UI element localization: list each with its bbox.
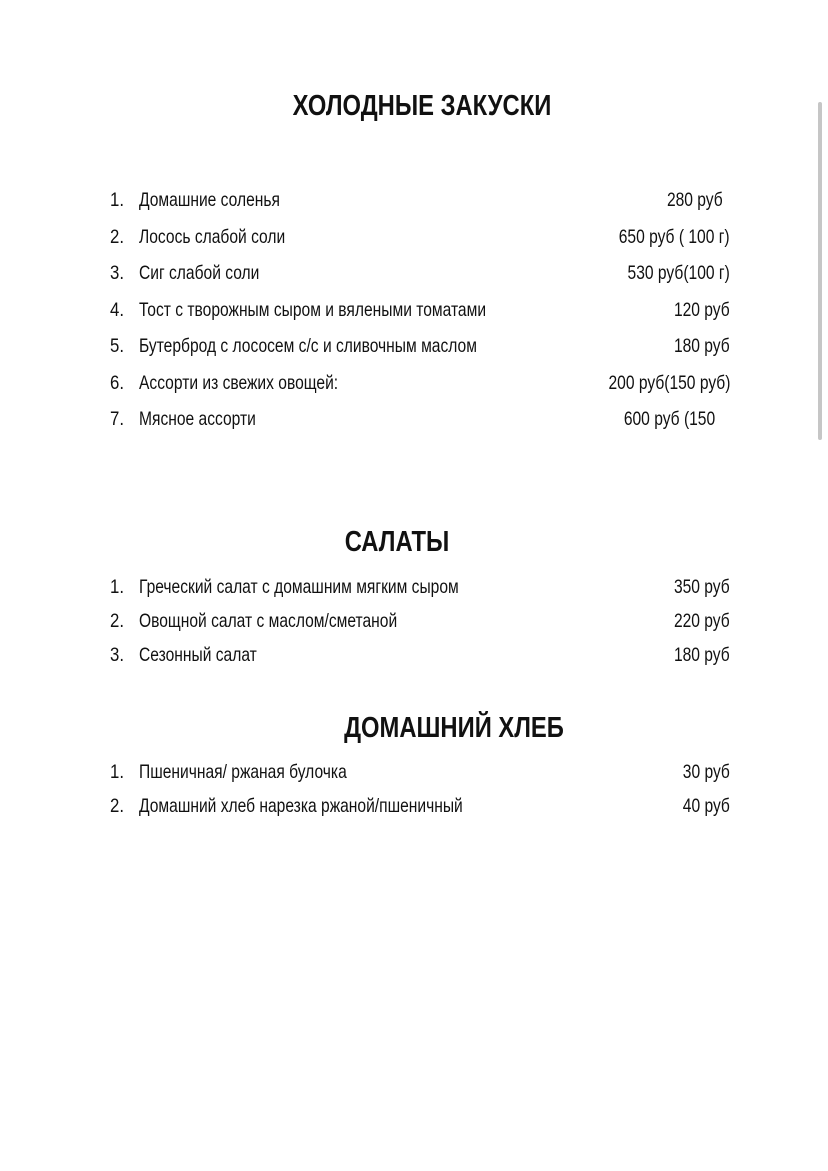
item-price: 650 руб ( 100 г)	[619, 225, 730, 248]
list-item	[110, 576, 750, 610]
item-name: Ассорти из свежих овощей:	[139, 371, 339, 394]
item-name: Домашний хлеб нарезка ржаной/пшеничный	[139, 795, 463, 817]
list-item	[110, 610, 750, 644]
item-number: 2.	[110, 795, 124, 817]
item-name: Греческий салат с домашним мягким сыром	[139, 576, 459, 598]
item-name: Сезонный салат	[139, 644, 257, 666]
list-item	[110, 761, 750, 795]
item-price: 220 руб	[674, 610, 730, 632]
list-item	[110, 408, 750, 445]
item-number: 1.	[110, 576, 124, 598]
item-number: 4.	[110, 298, 124, 321]
item-price: 120 руб	[674, 298, 730, 321]
item-name: Пшеничная/ ржаная булочка	[139, 761, 347, 783]
item-number: 2.	[110, 610, 124, 632]
list-item	[110, 299, 750, 336]
list-item	[110, 795, 750, 829]
list-item	[110, 262, 750, 299]
item-name: Мясное ассорти	[139, 408, 256, 430]
list-item	[110, 226, 750, 263]
salads-list	[110, 576, 750, 678]
list-item	[110, 644, 750, 678]
item-price: 530 руб(100 г)	[627, 262, 730, 284]
item-price: 40 руб	[682, 795, 730, 817]
item-number: 2.	[110, 225, 124, 248]
item-number: 5.	[110, 335, 124, 357]
item-name: Овощной салат с маслом/сметаной	[139, 610, 398, 632]
item-name: Сиг слабой соли	[139, 262, 260, 284]
list-item	[110, 335, 750, 372]
item-number: 7.	[110, 408, 124, 430]
item-name: Бутерброд с лососем с/с и сливочным маслом	[139, 335, 477, 357]
item-name: Лосось слабой соли	[139, 225, 286, 248]
list-item	[110, 189, 750, 226]
section-title-cold-appetizers: ХОЛОДНЫЕ ЗАКУСКИ	[292, 90, 552, 122]
vertical-scrollbar[interactable]	[818, 102, 822, 440]
item-name: Тост с творожным сыром и вялеными томатами	[139, 298, 487, 321]
item-number: 1.	[110, 761, 124, 783]
item-price: 180 руб	[674, 335, 730, 357]
item-number: 3.	[110, 262, 124, 284]
item-number: 3.	[110, 644, 124, 666]
list-item	[110, 372, 750, 409]
section-title-homemade-bread: ДОМАШНИЙ ХЛЕБ	[344, 712, 564, 744]
bread-list	[110, 761, 750, 829]
section-title-salads: САЛАТЫ	[344, 526, 450, 558]
item-price: 350 руб	[674, 576, 730, 598]
item-name: Домашние соленья	[139, 189, 280, 211]
item-price: 600 руб (150	[623, 408, 715, 430]
item-number: 1.	[110, 189, 124, 211]
item-price: 30 руб	[682, 761, 730, 783]
item-price: 180 руб	[674, 644, 730, 666]
item-price: 200 руб(150 руб)	[608, 371, 730, 394]
item-number: 6.	[110, 371, 124, 394]
cold-appetizers-list	[110, 189, 750, 445]
item-price: 280 руб	[667, 189, 723, 211]
